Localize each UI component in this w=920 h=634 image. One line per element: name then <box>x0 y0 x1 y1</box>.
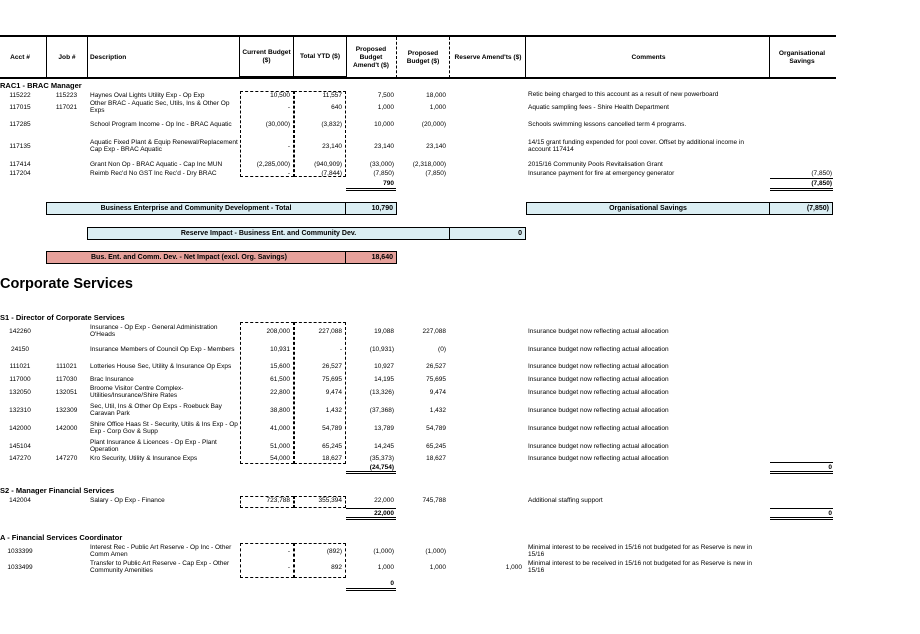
current-budget-box <box>240 496 294 508</box>
acct-cell: 132050 <box>9 389 31 396</box>
comment-cell: Insurance budget now reflecting actual allocation <box>528 389 669 396</box>
total-overline <box>770 508 833 510</box>
description-cell: Brac Insurance <box>90 376 134 383</box>
org-savings-label: Organisational Savings <box>609 205 687 212</box>
job-cell: 111021 <box>56 363 77 370</box>
brac-total-org: (7,850) <box>811 180 832 187</box>
acct-cell: 117285 <box>9 121 31 128</box>
col-header-job: Job # <box>58 53 76 61</box>
description-cell: Kro Security, Utility & Insurance Exps <box>90 455 198 462</box>
current-budget-box <box>240 543 294 578</box>
acct-cell: 117015 <box>9 104 31 111</box>
proposed-budget-cell: (7,850) <box>425 170 446 177</box>
proposed-budget-cell: 65,245 <box>426 443 446 450</box>
comment-cell: Insurance budget now reflecting actual allocation <box>528 376 669 383</box>
col-header-reserve-amend: Reserve Amend'ts ($) <box>454 53 522 61</box>
description-cell: Plant Insurance & Licences - Op Exp - Plant Operation <box>90 439 217 454</box>
proposed-budget-cell: 23,140 <box>426 143 446 150</box>
job-cell: 132309 <box>55 407 78 414</box>
comment-cell: Aquatic sampling fees - Shire Health Department <box>528 104 669 111</box>
description-cell: Haynes Oval Lights Utility Exp - Op Exp <box>90 92 205 99</box>
job-cell: 117030 <box>55 376 78 383</box>
total-ytd-cell: 9,474 <box>325 389 342 396</box>
total-underline <box>346 588 396 591</box>
col-header-proposed-amend: Proposed Budget Amend't ($) <box>352 45 389 69</box>
proposed-amend-cell: (13,326) <box>369 389 394 396</box>
current-budget-cell: 723,788 <box>266 497 290 504</box>
comment-cell: Insurance budget now reflecting actual allocation <box>528 363 669 370</box>
total-underline <box>770 188 833 191</box>
acct-cell: 111021 <box>9 363 31 370</box>
current-budget-cell: 61,500 <box>270 376 290 383</box>
bec-total-label: Business Enterprise and Community Development - Total <box>100 205 292 212</box>
reserve-impact-bar <box>87 227 450 240</box>
proposed-amend-cell: (1,000) <box>373 548 394 555</box>
col-divider <box>87 37 88 78</box>
acct-cell: 1033399 <box>7 548 33 555</box>
acct-cell: 115222 <box>9 92 31 99</box>
section-title-dcs: S1 - Director of Corporate Services <box>0 313 125 322</box>
org-savings-value: (7,850) <box>769 202 833 215</box>
col-header-current-budget: Current Budget ($) <box>239 37 294 78</box>
proposed-budget-cell: 227,088 <box>422 328 446 335</box>
current-budget-box <box>240 91 294 177</box>
current-budget-cell: (30,000) <box>265 121 290 128</box>
total-overline <box>770 178 833 180</box>
page-title-corporate-services: Corporate Services <box>0 276 133 292</box>
acct-cell: 117000 <box>9 376 31 383</box>
comment-cell: Insurance payment for fire at emergency generator <box>528 170 675 177</box>
proposed-amend-cell: (35,373) <box>369 455 394 462</box>
comment-cell: Schools swimming lessons cancelled term 4 programs. <box>528 121 687 128</box>
total-overline <box>770 462 833 464</box>
total-overline <box>346 508 396 510</box>
current-budget-cell: - <box>287 564 290 571</box>
total-underline <box>770 517 833 520</box>
job-cell: 142000 <box>55 425 78 432</box>
proposed-amend-cell: 1,000 <box>377 104 394 111</box>
total-underline <box>346 471 396 474</box>
total-ytd-cell: 18,627 <box>322 455 342 462</box>
comment-cell: Insurance budget now reflecting actual allocation <box>528 425 669 432</box>
job-cell: 117021 <box>55 104 78 111</box>
dcs-total-org: 0 <box>828 464 832 471</box>
comment-cell: 2015/16 Community Pools Revitalisation Grant <box>528 161 663 168</box>
col-divider <box>525 37 526 78</box>
proposed-budget-cell: 1,432 <box>429 407 446 414</box>
description-cell: Reimb Rec'd No GST Inc Rec'd - Dry BRAC <box>90 170 217 177</box>
proposed-budget-cell: 18,000 <box>426 92 446 99</box>
description-cell: Aquatic Fixed Plant & Equip Renewal/Replacement Cap Exp - BRAC Aquatic <box>90 139 238 154</box>
section-title-fsc: A - Financial Services Coordinator <box>0 533 123 542</box>
proposed-amend-cell: 7,500 <box>377 92 394 99</box>
description-cell: Transfer to Public Art Reserve - Cap Exp - Other Community Amenities <box>90 560 230 575</box>
comment-cell: Insurance budget now reflecting actual allocation <box>528 455 669 462</box>
current-budget-cell: - <box>287 548 290 555</box>
proposed-budget-cell: 75,695 <box>426 376 446 383</box>
acct-cell: 145104 <box>9 443 31 450</box>
total-ytd-box <box>294 543 346 578</box>
current-budget-cell: - <box>287 143 290 150</box>
comment-cell: Additional staffing support <box>528 497 603 504</box>
proposed-amend-cell: 1,000 <box>377 564 394 571</box>
col-divider <box>396 37 397 78</box>
section-title-brac: RAC1 - BRAC Manager <box>0 81 82 90</box>
net-impact-value: 18,640 <box>345 251 397 264</box>
reserve-impact-value: 0 <box>449 227 526 240</box>
proposed-budget-cell: (2,318,000) <box>412 161 446 168</box>
total-ytd-cell: 640 <box>331 104 342 111</box>
col-divider <box>46 37 47 78</box>
total-ytd-cell: (940,909) <box>314 161 342 168</box>
proposed-budget-cell: 1,000 <box>429 104 446 111</box>
col-header-org-savings: Organisational Savings <box>778 49 826 65</box>
total-ytd-box <box>294 322 346 464</box>
current-budget-cell: 10,931 <box>270 346 290 353</box>
description-cell: Lotteries House Sec, Utility & Insurance Op Exps <box>90 363 232 370</box>
org-savings-cell: (7,850) <box>811 170 832 177</box>
proposed-budget-cell: 745,788 <box>422 497 446 504</box>
acct-cell: 117414 <box>9 161 31 168</box>
current-budget-cell: - <box>287 104 290 111</box>
total-ytd-cell: (892) <box>326 548 342 555</box>
acct-cell: 1033499 <box>7 564 33 571</box>
acct-cell: 142260 <box>9 328 31 335</box>
acct-cell: 147270 <box>9 455 31 462</box>
total-ytd-cell: 23,140 <box>322 143 342 150</box>
reserve-impact-label: Reserve Impact - Business Ent. and Community Dev. <box>180 230 357 237</box>
total-ytd-cell: 1,432 <box>325 407 342 414</box>
total-ytd-cell: 75,695 <box>322 376 342 383</box>
proposed-amend-cell: (33,000) <box>369 161 394 168</box>
current-budget-cell: 41,000 <box>270 425 290 432</box>
total-ytd-cell: (7,844) <box>321 170 342 177</box>
current-budget-box <box>240 322 294 464</box>
description-cell: Insurance - Op Exp - General Administration O'Heads <box>90 324 218 339</box>
col-header-comments: Comments <box>631 53 666 61</box>
description-cell: Sec, Util, Ins & Other Op Exps - Roebuck Bay Caravan Park <box>90 403 222 418</box>
col-divider <box>449 37 450 78</box>
proposed-budget-cell: 18,627 <box>426 455 446 462</box>
acct-cell: 142000 <box>9 425 31 432</box>
proposed-budget-cell: 26,527 <box>426 363 446 370</box>
proposed-amend-cell: (10,931) <box>369 346 394 353</box>
job-cell: 147270 <box>55 455 78 462</box>
total-ytd-cell: 355,394 <box>318 497 342 504</box>
current-budget-cell: 54,000 <box>270 455 290 462</box>
current-budget-cell: 38,800 <box>270 407 290 414</box>
comment-cell: Insurance budget now reflecting actual allocation <box>528 407 669 414</box>
proposed-amend-cell: 10,927 <box>374 363 394 370</box>
job-cell: 132051 <box>55 389 78 396</box>
dcs-total-amend: (24,754) <box>369 464 394 471</box>
col-header-acct: Acct # <box>10 53 30 61</box>
current-budget-cell: 22,800 <box>270 389 290 396</box>
total-ytd-box <box>294 496 346 508</box>
total-ytd-cell: 54,789 <box>322 425 342 432</box>
description-cell: School Program Income - Op Inc - BRAC Aquatic <box>90 121 232 128</box>
current-budget-cell: 10,500 <box>270 92 290 99</box>
proposed-budget-cell: (1,000) <box>425 548 446 555</box>
col-header-total-ytd: Total YTD ($) <box>293 37 347 78</box>
proposed-amend-cell: 23,140 <box>374 143 394 150</box>
comment-cell: Minimal interest to be received in 15/16 not budgeted for as Reserve is new in 15/16 <box>528 560 753 575</box>
proposed-amend-cell: 19,088 <box>374 328 394 335</box>
description-cell: Other BRAC - Aquatic Sec, Utils, Ins & Other Op Exps <box>90 100 230 115</box>
current-budget-cell: (2,285,000) <box>256 161 290 168</box>
current-budget-cell: - <box>287 170 290 177</box>
total-ytd-cell: 65,245 <box>322 443 342 450</box>
proposed-budget-cell: 54,789 <box>426 425 446 432</box>
total-ytd-cell: 11,557 <box>322 92 342 99</box>
acct-cell: 142004 <box>9 497 31 504</box>
reserve-amend-cell: 1,000 <box>505 564 522 571</box>
col-divider <box>769 37 770 78</box>
proposed-amend-cell: 22,000 <box>374 497 394 504</box>
proposed-amend-cell: 13,789 <box>374 425 394 432</box>
total-ytd-cell: 26,527 <box>322 363 342 370</box>
job-cell: 115223 <box>55 92 78 99</box>
description-cell: Salary - Op Exp - Finance <box>90 497 165 504</box>
org-savings-bar <box>526 202 770 215</box>
total-underline <box>770 471 833 474</box>
acct-cell: 117135 <box>9 143 31 150</box>
proposed-budget-cell: (0) <box>438 346 446 353</box>
col-header-proposed-budget: Proposed Budget ($) <box>406 49 440 65</box>
total-ytd-cell: 227,088 <box>318 328 342 335</box>
bec-total-bar <box>46 202 346 215</box>
proposed-amend-cell: (7,850) <box>373 170 394 177</box>
acct-cell: 117204 <box>9 170 31 177</box>
proposed-budget-cell: (20,000) <box>421 121 446 128</box>
comment-cell: Retic being charged to this account as a result of new powerboard <box>528 91 719 98</box>
brac-total-amend: 790 <box>383 180 394 187</box>
total-ytd-cell: (3,832) <box>321 121 342 128</box>
total-ytd-cell: 892 <box>331 564 342 571</box>
current-budget-cell: 208,000 <box>266 328 290 335</box>
description-cell: Interest Rec - Public Art Reserve - Op Inc - Other Comm Amen <box>90 544 232 559</box>
proposed-amend-cell: 14,195 <box>374 376 394 383</box>
fsc-total-amend: 0 <box>390 580 394 587</box>
net-impact-label: Bus. Ent. and Comm. Dev. - Net Impact (excl. Org. Savings) <box>91 254 287 261</box>
current-budget-cell: 15,600 <box>270 363 290 370</box>
mfs-total-org: 0 <box>828 510 832 517</box>
net-impact-bar <box>46 251 346 264</box>
description-cell: Grant Non Op - BRAC Aquatic - Cap Inc MUN <box>90 161 223 168</box>
proposed-budget-cell: 1,000 <box>429 564 446 571</box>
total-ytd-cell: - <box>339 346 342 353</box>
comment-cell: 14/15 grant funding expended for pool cover. Offset by additional income in account 117414 <box>528 139 744 154</box>
proposed-amend-cell: 14,245 <box>374 443 394 450</box>
total-underline <box>346 188 396 191</box>
description-cell: Insurance Members of Council Op Exp - Members <box>90 346 235 353</box>
description-cell: Broome Visitor Centre Complex- Utilities/Insurance/Shire Rates <box>90 385 184 400</box>
current-budget-cell: 51,000 <box>270 443 290 450</box>
comment-cell: Insurance budget now reflecting actual allocation <box>528 328 669 335</box>
proposed-amend-cell: (37,368) <box>369 407 394 414</box>
mfs-total-amend: 22,000 <box>374 510 394 517</box>
proposed-budget-cell: 9,474 <box>429 389 446 396</box>
acct-cell: 132310 <box>9 407 31 414</box>
acct-cell: 24150 <box>10 346 30 353</box>
proposed-amend-cell: 10,000 <box>374 121 394 128</box>
comment-cell: Insurance budget now reflecting actual allocation <box>528 443 669 450</box>
comment-cell: Insurance budget now reflecting actual allocation <box>528 346 669 353</box>
description-cell: Shire Office Haas St - Security, Utils & Ins Exp - Op Exp - Corp Gov & Supp <box>90 421 238 436</box>
total-underline <box>346 517 396 520</box>
col-header-description: Description <box>90 53 127 61</box>
total-ytd-box <box>294 91 346 177</box>
section-title-mfs: S2 - Manager Financial Services <box>0 486 115 495</box>
bec-total-value: 10,790 <box>345 202 397 215</box>
comment-cell: Minimal interest to be received in 15/16 not budgeted for as Reserve is new in 15/16 <box>528 544 753 559</box>
